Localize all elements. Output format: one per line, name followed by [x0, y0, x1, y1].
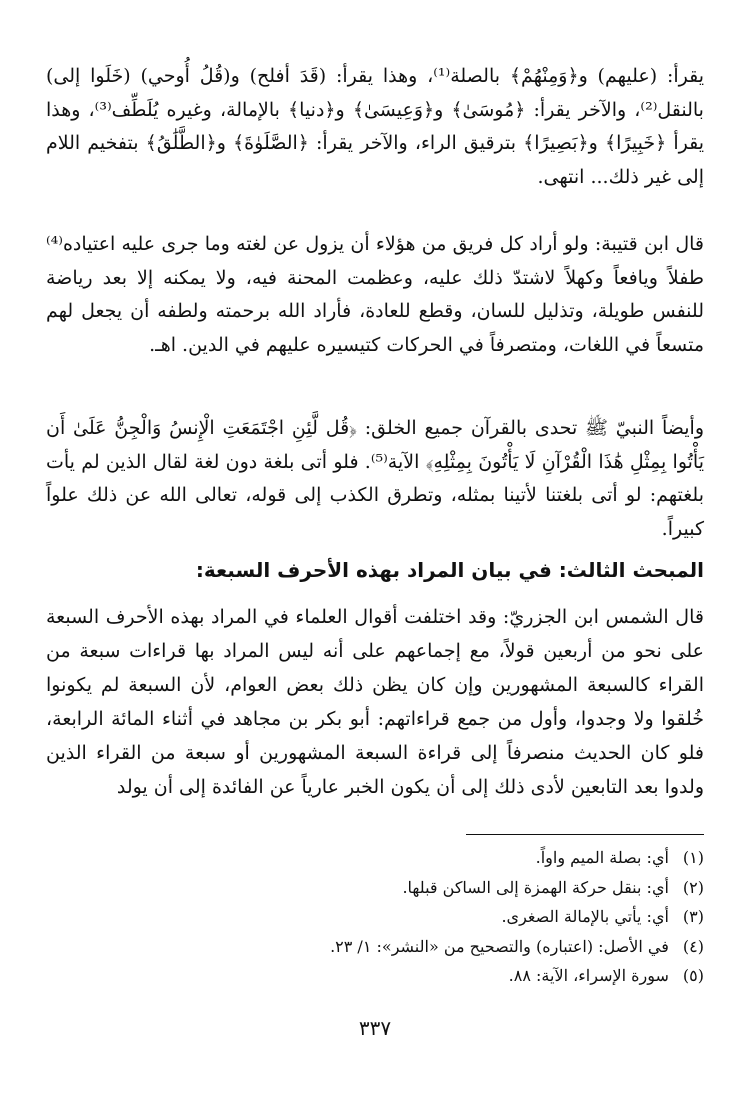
footnote-divider [466, 834, 704, 835]
footnote-text: سورة الإسراء، الآية: ٨٨. [508, 966, 669, 985]
paragraph-readings-examples: يقرأ: (عليهم) و﴿وَمِنْهُمْ﴾ بالصلة⁽¹⁾، وهذا يقرأ: (قَدَ أفلح) و(قُلُ أُوحي) (خَلَوا إلى) بالنقل⁽²⁾، والآخر يقرأ: ﴿مُوسَىٰ﴾ و﴿وَعِيسَىٰ﴾ و﴿دنيا﴾ بالإمالة، وغيره يُلَطِّف⁽³⁾، وهذا يقرأ ﴿خَبِيرًا﴾ و﴿بَصِيرًا﴾ بترقيق الراء، والآخر يقرأ: ﴿الصَّلَوٰةَ﴾ و﴿الطَّلَٰقُ﴾ بتفخيم اللام إلى غير ذلك... انتهى. [46, 65, 705, 188]
footnote-text: أي: بصلة الميم واواً. [535, 848, 669, 867]
paragraph-ibn-qutaybah: قال ابن قتيبة: ولو أراد كل فريق من هؤلاء أن يزول عن لغته وما جرى عليه اعتياده⁽⁴⁾ طفلاً ويافعاً وكهلاً لاشتدّ ذلك عليه، وعظمت المحنة فيه، ولا يمكنه إلا بعد رياضة للنفس طويلة، وتذليل للسان، وقطع للعادة، فأراد الله برحمته ولطفه أن يجعل لهم متسعاً في اللغات، ومتصرفاً في الحركات كتيسيره عليهم في الدين. اهـ. [46, 233, 704, 356]
paragraph-ibn-al-jazari: قال الشمس ابن الجزريّ: وقد اختلفت أقوال العلماء في المراد بهذه الأحرف السبعة على نحو من أربعين قولاً، مع إجماعهم على أنه ليس المراد بها قراءات سبعة من القراء كالسبعة المشهورين وإن كان يظن ذلك بعض العوام، لأن السبعة لم يكونوا خُلقوا ولا وجدوا، وأول من جمع قراءاتهم: أبو بكر بن مجاهد في أثناء المائة الرابعة، فلو كان الحديث منصرفاً إلى قراءة السبعة المشهورين أو سبعة من القراء الذين ولدوا بعد التابعين لأدى ذلك إلى أن يكون الخبر عارياً عن الفائدة إلى أن يولد [46, 606, 704, 798]
footnote-item [46, 873, 704, 903]
footnote-text: أي: بنقل حركة الهمزة إلى الساكن قبلها. [402, 877, 669, 897]
footnotes [46, 843, 704, 991]
footnote-number: (١) [682, 848, 704, 867]
section-heading: المبحث الثالث: في بيان المراد بهذه الأحرف السبعة: [195, 558, 704, 582]
footnote-text: في الأصل: (اعتباره) والتصحيح من «النشر»: ١/ ٢٣. [330, 936, 669, 956]
paragraph-quran-challenge: وأيضاً النبيّ ﷺ تحدى بالقرآن جميع الخلق: ﴿قُل لَّئِنِ اجْتَمَعَتِ الْإِنسُ وَالْجِنُّ عَلَىٰ أَن يَأْتُوا بِمِثْلِ هَٰذَا الْقُرْآنِ لَا يَأْتُونَ بِمِثْلِهِ﴾ الآية⁽⁵⁾. فلو أتى بلغة دون لغة لقال الذين لم يأت بلغتهم: لو أتى بلغتنا لأتينا بمثله، وتطرق الكذب إلى قوله، تعالى الله عن ذلك علواً كبيراً. [46, 417, 704, 540]
footnote-number: (٣) [682, 907, 704, 926]
footnote-item [46, 961, 704, 991]
footnote-item [46, 932, 704, 962]
footnote-number: (٥) [682, 966, 704, 985]
footnote-item [46, 902, 704, 932]
footnote-item [46, 843, 704, 873]
footnote-number: (٢) [682, 877, 704, 897]
page-number: ٣٣٧ [358, 1016, 392, 1040]
footnote-number: (٤) [682, 936, 704, 956]
footnote-text: أي: يأتي بالإمالة الصغرى. [501, 907, 669, 926]
